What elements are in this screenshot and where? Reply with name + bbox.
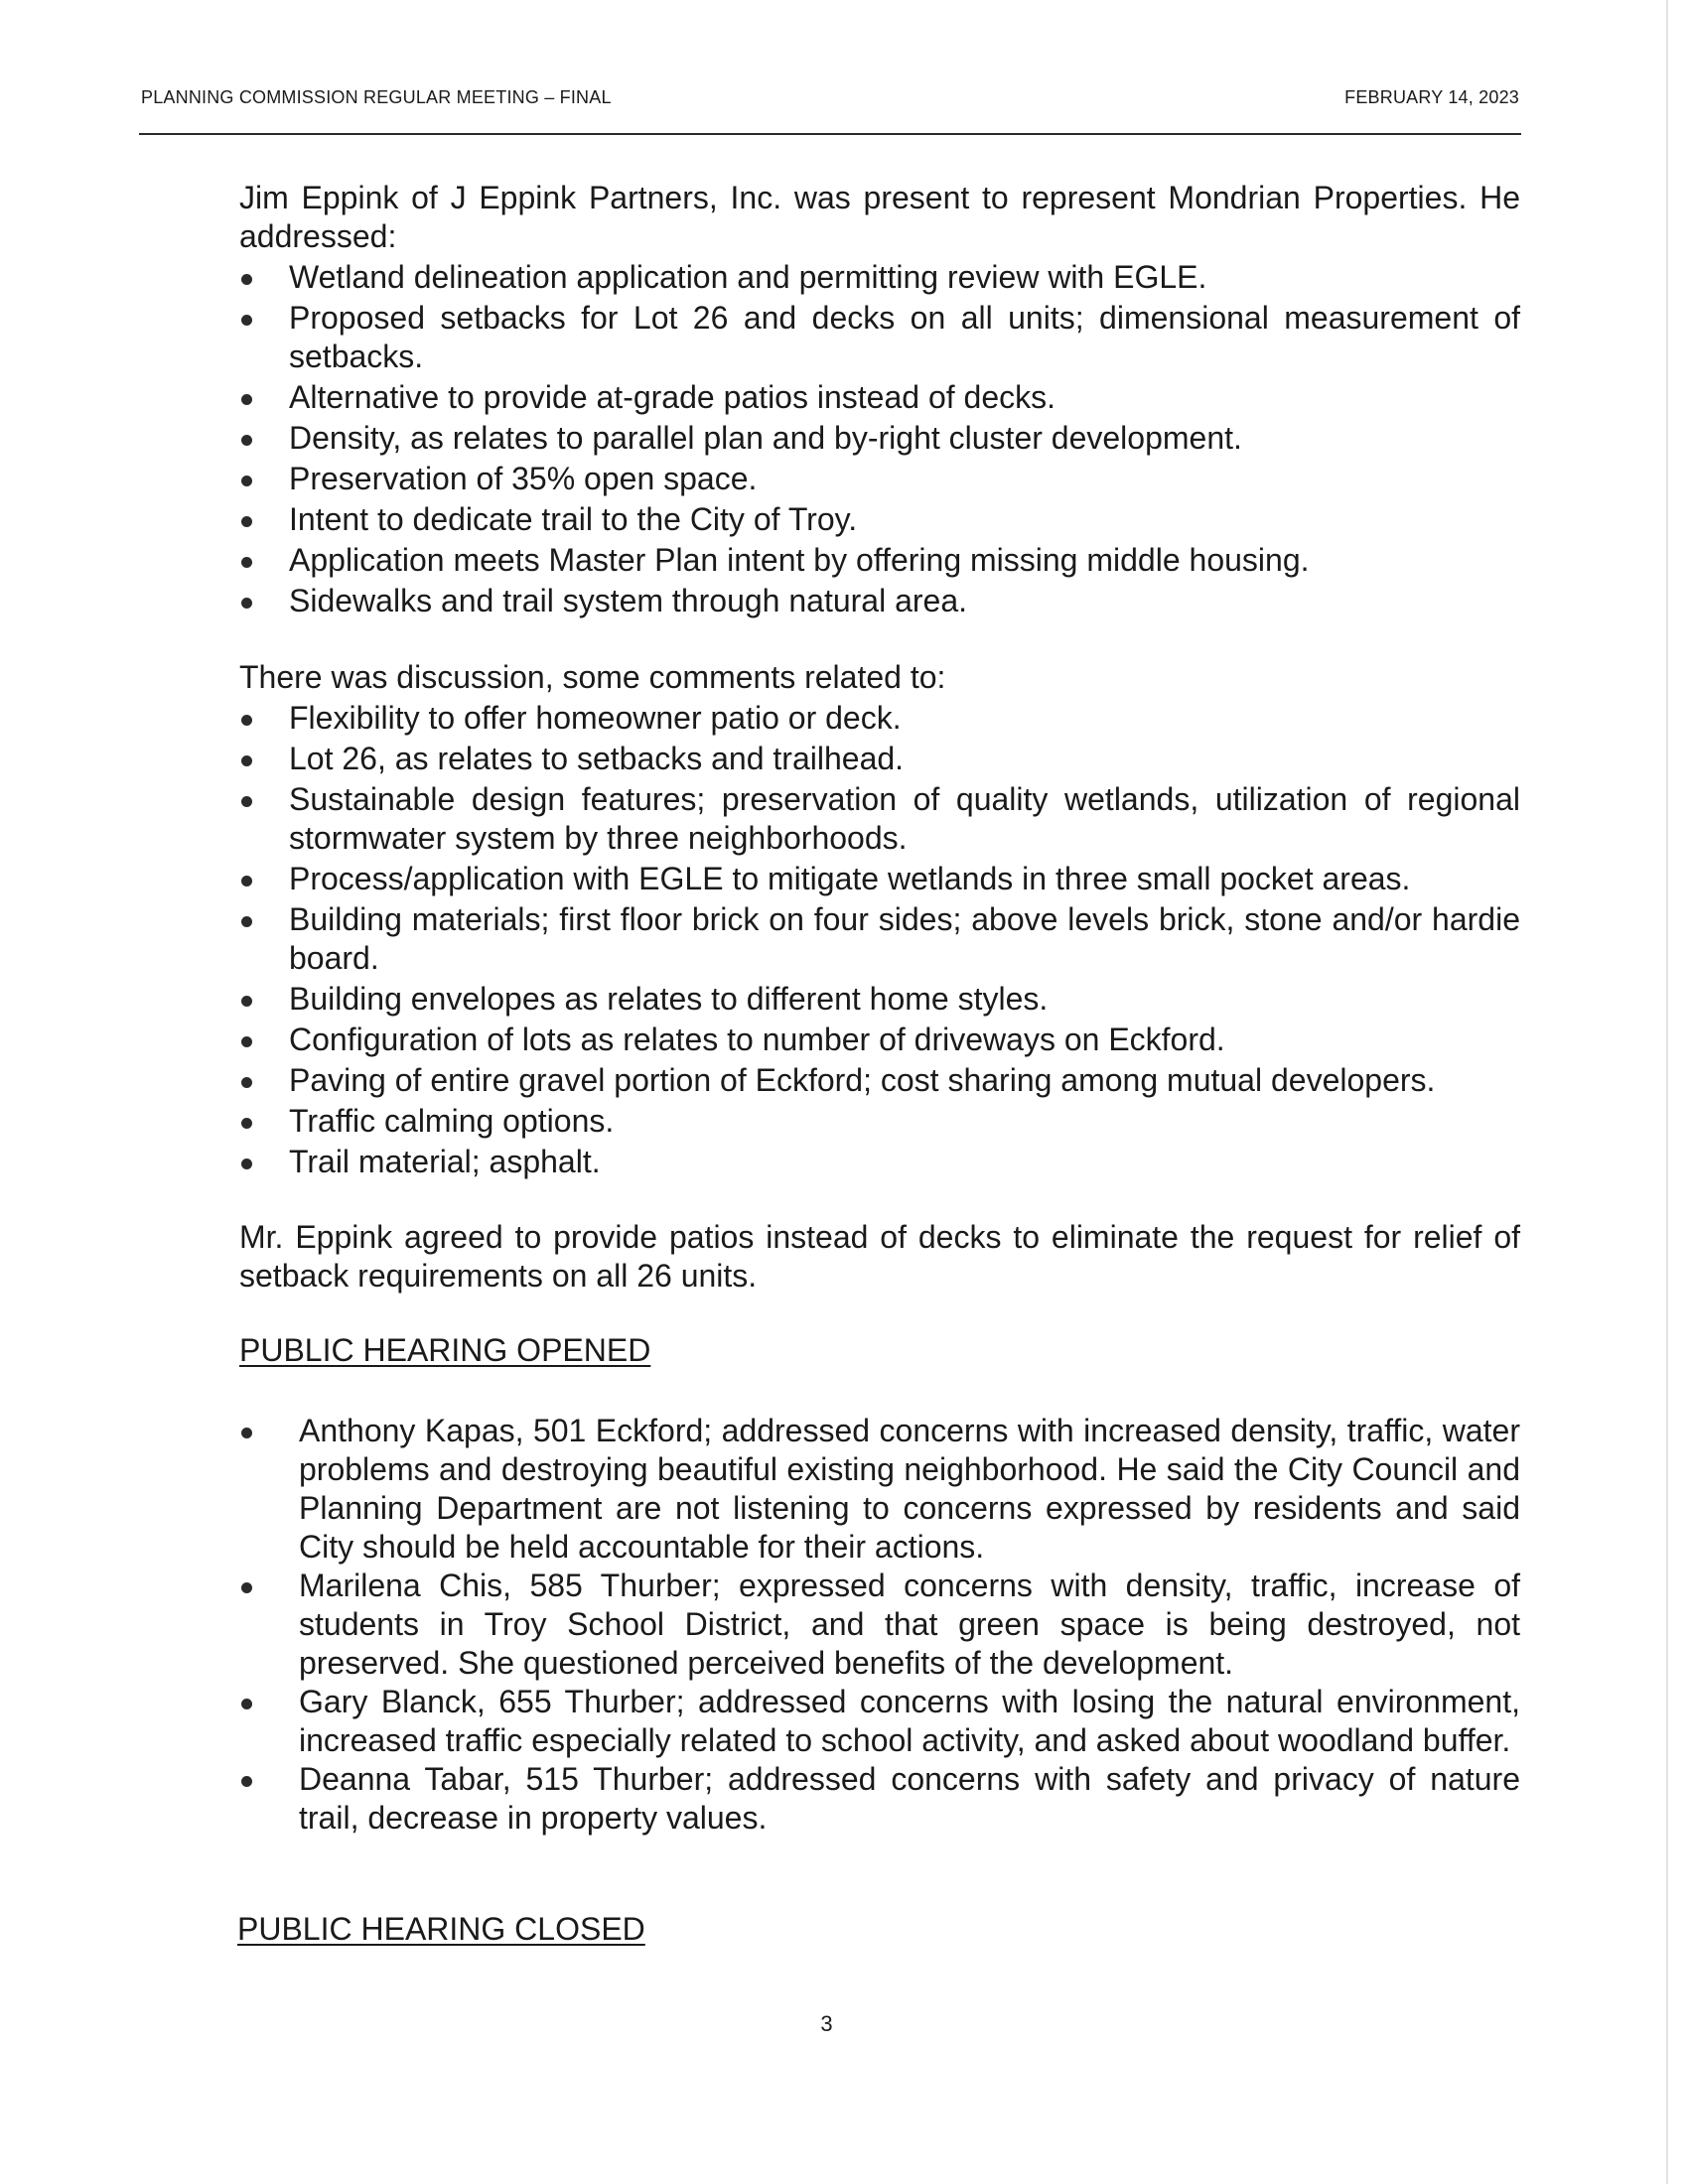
bullet-icon	[241, 557, 252, 568]
bullet-icon	[241, 1582, 252, 1593]
list-item-text: Intent to dedicate trail to the City of Troy.	[289, 501, 858, 537]
bullet-icon	[241, 476, 252, 486]
presenter-intro: Jim Eppink of J Eppink Partners, Inc. was present to represent Mondrian Properties. He addressed:	[239, 180, 1520, 254]
list-item-text: Gary Blanck, 655 Thurber; addressed concerns with losing the natural environment, increased traffic especially related to school activity, and asked about woodland buffer.	[299, 1684, 1520, 1758]
list-item-text: Marilena Chis, 585 Thurber; expressed concerns with density, traffic, increase of students in Troy School District, and that green space is being destroyed, not preserved. She questioned perceived benefits of the development.	[299, 1568, 1520, 1681]
bullet-icon	[241, 315, 252, 326]
list-item-text: Building envelopes as relates to different home styles.	[289, 981, 1049, 1017]
header-meeting-title: PLANNING COMMISSION REGULAR MEETING – FINAL	[141, 87, 612, 107]
bullet-icon	[241, 435, 252, 446]
bullet-icon	[241, 1036, 252, 1047]
list-item	[239, 1760, 1520, 1838]
list-item-text: Trail material; asphalt.	[289, 1144, 601, 1179]
list-item	[239, 541, 1520, 580]
bullet-icon	[241, 1118, 252, 1129]
list-item	[239, 780, 1520, 858]
list-item-text: Alternative to provide at-grade patios instead of decks.	[289, 379, 1055, 415]
list-item-text: Building materials; first floor brick on four sides; above levels brick, stone and/or hardie board.	[289, 901, 1520, 976]
page-number: 3	[820, 2011, 833, 2036]
list-item-text: Flexibility to offer homeowner patio or deck.	[289, 700, 902, 736]
presenter-topics-list	[239, 258, 1520, 620]
header-date: FEBRUARY 14, 2023	[1344, 87, 1519, 107]
list-item	[239, 1567, 1520, 1683]
bullet-icon	[241, 274, 252, 285]
discussion-section	[239, 658, 1520, 1181]
list-item	[239, 419, 1520, 458]
list-item	[239, 1143, 1520, 1181]
list-item-text: Anthony Kapas, 501 Eckford; addressed concerns with increased density, traffic, water problems and destroying beautiful existing neighborhood. He said the City Council and Planning Department are not listening to concerns expressed by residents and said City should be held accountable for their actions.	[299, 1413, 1520, 1565]
presenter-section	[239, 179, 1520, 620]
list-item	[239, 582, 1520, 620]
list-item	[239, 900, 1520, 978]
page-edge-line	[1666, 0, 1668, 2184]
list-item-text: Preservation of 35% open space.	[289, 461, 758, 496]
list-item	[239, 258, 1520, 297]
hearing-closed-heading: PUBLIC HEARING CLOSED	[237, 1911, 645, 1947]
list-item	[239, 378, 1520, 417]
bullet-icon	[241, 1077, 252, 1088]
list-item-text: Paving of entire gravel portion of Eckford; cost sharing among mutual developers.	[289, 1062, 1436, 1098]
list-item	[239, 500, 1520, 539]
discussion-intro: There was discussion, some comments related to:	[239, 659, 946, 695]
agreement-section	[239, 1218, 1520, 1296]
bullet-icon	[241, 876, 252, 887]
list-item-text: Density, as relates to parallel plan and by-right cluster development.	[289, 420, 1242, 456]
list-item	[239, 1412, 1520, 1567]
page-header	[139, 87, 1519, 117]
bullet-icon	[241, 755, 252, 766]
list-item	[239, 299, 1520, 376]
list-item	[239, 860, 1520, 898]
bullet-icon	[241, 1776, 252, 1787]
list-item	[239, 460, 1520, 498]
list-item-text: Application meets Master Plan intent by offering missing middle housing.	[289, 542, 1310, 578]
list-item-text: Deanna Tabar, 515 Thurber; addressed concerns with safety and privacy of nature trail, decrease in property values.	[299, 1761, 1520, 1836]
header-divider	[139, 133, 1521, 135]
bullet-icon	[241, 1428, 252, 1438]
list-item-text: Sidewalks and trail system through natural area.	[289, 583, 968, 618]
list-item	[239, 1021, 1520, 1059]
public-comments-list	[239, 1412, 1520, 1838]
list-item-text: Traffic calming options.	[289, 1103, 615, 1139]
hearing-closed-section	[237, 1910, 1518, 1949]
list-item-text: Process/application with EGLE to mitigate wetlands in three small pocket areas.	[289, 861, 1411, 896]
list-item-text: Sustainable design features; preservation of quality wetlands, utilization of regional stormwater system by three neighborhoods.	[289, 781, 1520, 856]
list-item	[239, 1683, 1520, 1760]
list-item	[239, 1061, 1520, 1100]
bullet-icon	[241, 1699, 252, 1709]
bullet-icon	[241, 715, 252, 726]
list-item-text: Wetland delineation application and permitting review with EGLE.	[289, 259, 1207, 295]
list-item-text: Lot 26, as relates to setbacks and trailhead.	[289, 741, 905, 776]
list-item	[239, 740, 1520, 778]
bullet-icon	[241, 916, 252, 927]
bullet-icon	[241, 394, 252, 405]
list-item	[239, 980, 1520, 1019]
list-item	[239, 1102, 1520, 1141]
bullet-icon	[241, 516, 252, 527]
list-item	[239, 699, 1520, 738]
bullet-icon	[241, 796, 252, 807]
agreement-paragraph: Mr. Eppink agreed to provide patios instead of decks to eliminate the request for relief of setback requirements on all 26 units.	[239, 1219, 1520, 1294]
list-item-text: Configuration of lots as relates to number of driveways on Eckford.	[289, 1022, 1225, 1057]
bullet-icon	[241, 598, 252, 609]
bullet-icon	[241, 1159, 252, 1169]
hearing-comments-section	[239, 1412, 1520, 1838]
list-item-text: Proposed setbacks for Lot 26 and decks on all units; dimensional measurement of setbacks.	[289, 300, 1520, 374]
discussion-topics-list	[239, 699, 1520, 1181]
hearing-opened-section	[239, 1331, 1520, 1370]
bullet-icon	[241, 996, 252, 1007]
hearing-opened-heading: PUBLIC HEARING OPENED	[239, 1332, 651, 1368]
